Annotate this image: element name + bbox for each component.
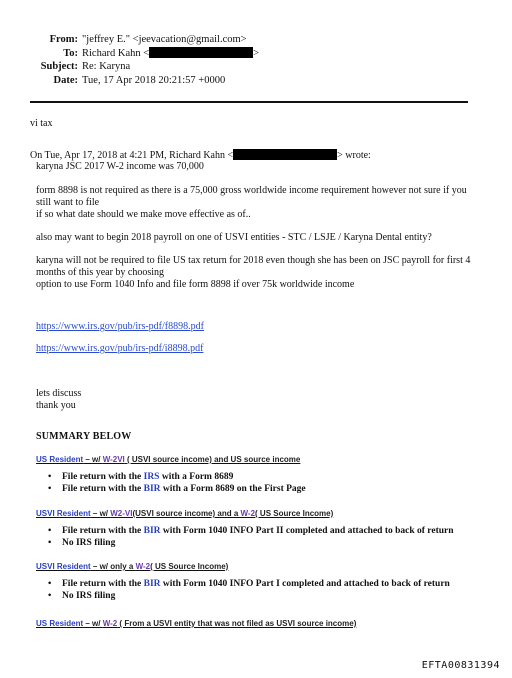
list-item [48,578,450,590]
form-label: W2-VI [110,509,133,518]
summary-section-1-title [36,455,300,464]
header-date-row [0,74,512,88]
from-label: From: [49,34,78,45]
list-item [48,537,454,549]
form-label: W-2 [135,562,151,571]
residency-label: USVI Resident [36,562,91,571]
irs-i8898-link[interactable]: https://www.irs.gov/pub/irs-pdf/i8898.pdf [36,343,204,354]
closing-line-2: thank you [36,400,76,411]
title-description: ( US Source Income) [150,562,229,571]
date-value: Tue, 17 Apr 2018 20:21:57 +0000 [82,74,226,86]
date-label: Date: [53,74,78,86]
header-from-row [0,33,512,47]
bullet-text: File return with the [62,579,144,589]
header-divider [30,101,468,103]
quote-para4-line1: karyna will not be required to file US tax return for 2018 even though she has been on JSC payroll for first 4 [36,255,471,266]
title-connector: – w/ [83,455,103,464]
quote-intro-prefix: On Tue, Apr 17, 2018 at 4:21 PM, Richard Kahn < [30,150,234,161]
quote-para3: also may want to begin 2018 payroll on one of USVI entities - STC / LSJE / Karyna Dental entity? [36,232,432,243]
header-to-row [0,47,512,61]
to-value [82,47,259,61]
title-connector: – w/ [83,619,103,628]
bullet-text: File return with the [62,526,144,536]
quote-para4-line3: option to use Form 1040 Info and file form 8898 if over 75k worldwide income [36,279,355,290]
to-suffix: > [253,47,260,59]
residency-label: USVI Resident [36,509,91,518]
list-item [48,525,454,537]
bullet-text: with Form 1040 INFO Part II completed and attached to back of return [160,526,454,536]
from-value: "jeffrey E." <jeevacation@gmail.com> [82,34,247,45]
form-label: W-2VI [102,455,125,464]
list-item [48,471,306,483]
summary-section-2-bullets [48,525,454,549]
summary-section-2-title [36,509,333,518]
bullet-text: File return with the [62,484,144,494]
reply-text: vi tax [30,118,53,129]
header-subject-row [0,60,512,74]
bullet-text: No IRS filing [62,538,116,548]
summary-section-3-bullets [48,578,450,602]
subject-value: Re: Karyna [82,61,131,72]
email-header [0,33,512,87]
agency-label: IRS [143,472,160,482]
agency-label: BIR [143,526,161,536]
title-connector: – w/ [90,509,111,518]
list-item [48,590,450,602]
residency-label: US Resident [36,619,84,628]
to-label: To: [63,47,78,59]
summary-title: SUMMARY BELOW [36,431,132,442]
title-description: ( USVI source income) and US source income [124,455,301,464]
subject-label: Subject: [40,61,78,72]
agency-label: BIR [143,579,161,589]
quote-intro-suffix: > wrote: [337,150,371,161]
quote-para4-line2: months of this year by choosing [36,267,165,278]
bullet-text: with Form 1040 INFO Part I completed and attached to back of return [160,579,450,589]
bullet-text: File return with the [62,472,144,482]
summary-section-1-bullets [48,471,306,495]
bullet-text: with a Form 8689 on the First Page [160,484,306,494]
title-description: (USVI source income) and a [132,509,241,518]
summary-section-3-title [36,562,228,571]
quote-line-1: karyna JSC 2017 W-2 income was 70,000 [36,161,204,172]
quote-para2-line2: still want to file [36,197,100,208]
redaction-bar [149,47,253,58]
to-prefix: Richard Kahn < [82,47,150,59]
title-description: ( From a USVI entity that was not filed as USVI source income) [117,619,357,628]
closing-line-1: lets discuss [36,388,82,399]
title-connector: – w/ only a [90,562,136,571]
list-item [48,483,306,495]
title-description: ( US Source Income) [255,509,334,518]
irs-f8898-link[interactable]: https://www.irs.gov/pub/irs-pdf/f8898.pdf [36,321,204,332]
form-label: W-2 [240,509,256,518]
agency-label: BIR [143,484,161,494]
redaction-bar [233,149,337,160]
form-label: W-2 [102,619,118,628]
quote-para2-line3: if so what date should we make move effective as of.. [36,209,251,220]
bullet-text: with a Form 8689 [159,472,234,482]
residency-label: US Resident [36,455,84,464]
bullet-text: No IRS filing [62,591,116,601]
document-id: EFTA00831394 [421,660,500,671]
summary-section-4-title [36,619,356,628]
quote-para2-line1: form 8898 is not required as there is a 75,000 gross worldwide income requirement however not sure if you [36,185,467,196]
